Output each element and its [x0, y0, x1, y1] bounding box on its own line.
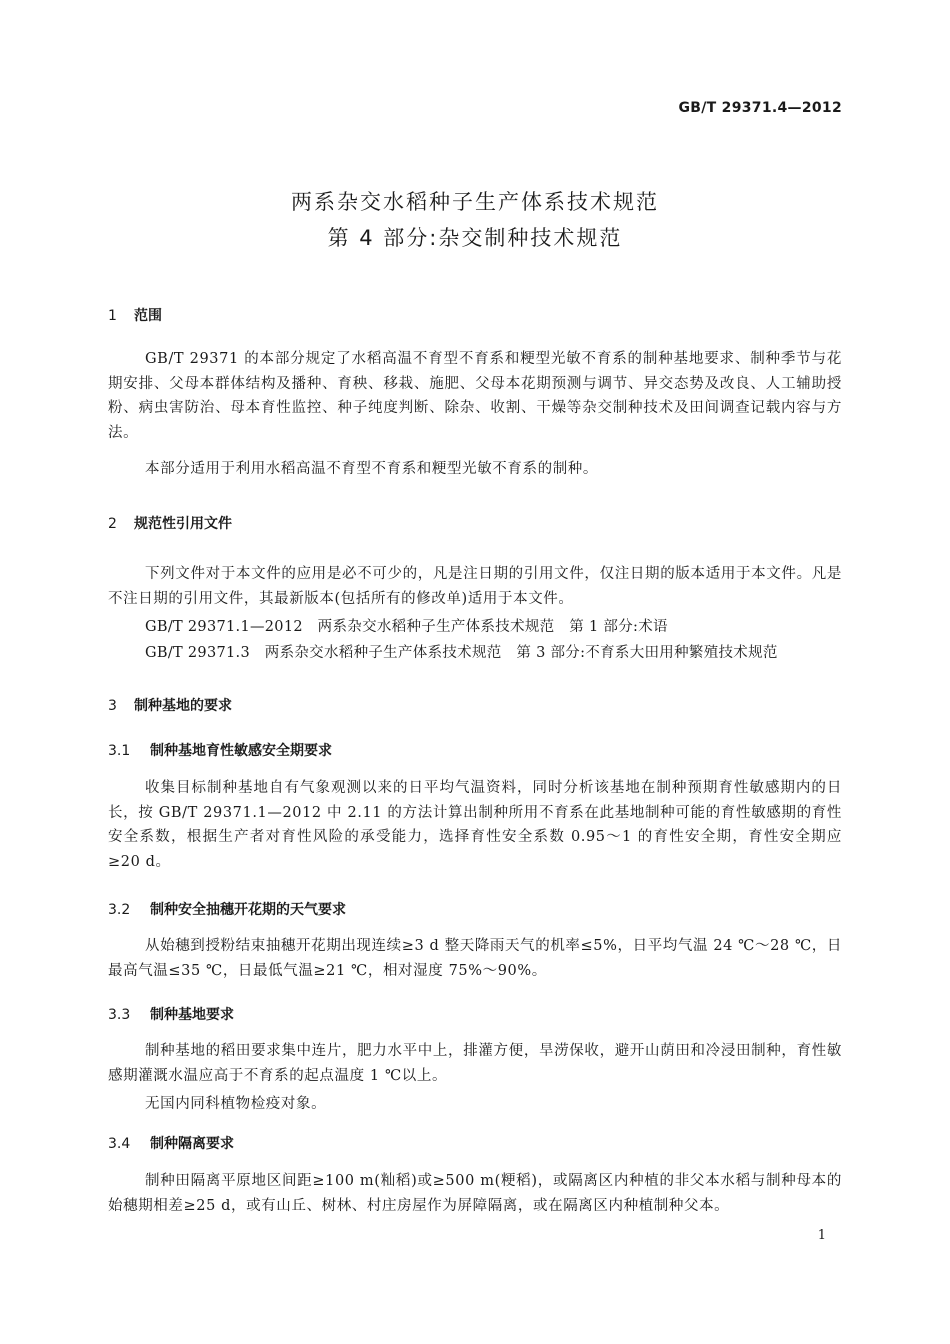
- subsection-number: 3.2: [108, 902, 131, 918]
- scope-paragraph: GB/T 29371 的本部分规定了水稻高温不育型不育系和粳型光敏不育系的制种基地要求、制种季节与花期安排、父母本群体结构及播种、育秧、移栽、施肥、父母本花期预测与调节、异交态势及改良、人工辅助授粉、病虫害防治、母本育性监控、种子纯度判断、除杂、收割、干燥等杂交制种技术及田间调查记载内容与方法。: [108, 351, 842, 441]
- subsection-number: 3.3: [108, 1007, 131, 1023]
- section-heading-normative-references: [108, 513, 232, 533]
- subsection-title: 制种基地育性敏感安全期要求: [150, 743, 332, 759]
- subsection-title: 制种隔离要求: [150, 1136, 234, 1152]
- subsection-3-1-paragraph: 收集目标制种基地自有气象观测以来的日平均气温资料，同时分析该基地在制种预期育性敏感期内的日长，按 GB/T 29371.1—2012 中 2.11 的方法计算出制种所用不育系在此基地制种可能的育性敏感期的育性安全系数，根据生产者对育性风险的承受能力，选择育性安全系数 0.95～1 的育性安全期，育性安全期应≥20 d。: [108, 780, 842, 870]
- subsection-title: 制种安全抽穗开花期的天气要求: [150, 902, 346, 918]
- subsection-3-3-quarantine-paragraph: 无国内同科植物检疫对象。: [145, 1096, 327, 1112]
- subsection-heading-3-4: [108, 1133, 234, 1153]
- references-intro-paragraph: 下列文件对于本文件的应用是必不可少的，凡是注日期的引用文件，仅注日期的版本适用于本文件。凡是不注日期的引用文件，其最新版本(包括所有的修改单)适用于本文件。: [108, 566, 842, 607]
- subsection-3-2-paragraph: 从始穗到授粉结束抽穗开花期出现连续≥3 d 整天降雨天气的机率≤5%，日平均气温 24 ℃～28 ℃，日最高气温≤35 ℃，日最低气温≥21 ℃，相对湿度 75%～90%。: [108, 938, 842, 979]
- subsection-heading-3-2: [108, 899, 346, 919]
- standard-code: GB/T 29371.4—2012: [678, 100, 842, 116]
- reference-item: GB/T 29371.3 两系杂交水稻种子生产体系技术规范 第 3 部分:不育系大田用种繁殖技术规范: [145, 645, 778, 661]
- subsection-title: 制种基地要求: [150, 1007, 234, 1023]
- section-title: 范围: [134, 308, 162, 324]
- subsection-number: 3.1: [108, 743, 131, 759]
- subsection-3-3-paragraph: 制种基地的稻田要求集中连片，肥力水平中上，排灌方便，旱涝保收，避开山荫田和冷浸田制种，育性敏感期灌溉水温应高于不育系的起点温度 1 ℃以上。: [108, 1043, 842, 1084]
- section-number: 3: [108, 698, 117, 714]
- section-number: 2: [108, 516, 117, 532]
- page-number: 1: [817, 1228, 826, 1243]
- document-subtitle: 第 4 部分:杂交制种技术规范: [327, 226, 623, 250]
- section-heading-scope: [108, 305, 162, 325]
- section-heading-base-requirements: [108, 695, 232, 715]
- subsection-number: 3.4: [108, 1136, 131, 1152]
- subsection-heading-3-1: [108, 740, 332, 760]
- section-title: 制种基地的要求: [134, 698, 232, 714]
- subsection-heading-3-3: [108, 1004, 234, 1024]
- reference-item: GB/T 29371.1—2012 两系杂交水稻种子生产体系技术规范 第 1 部分:术语: [145, 619, 668, 635]
- subsection-3-4-paragraph: 制种田隔离平原地区间距≥100 m(籼稻)或≥500 m(粳稻)，或隔离区内种植的非父本水稻与制种母本的始穗期相差≥25 d，或有山丘、树林、村庄房屋作为屏障隔离，或在隔离区内种植制种父本。: [108, 1173, 842, 1214]
- section-number: 1: [108, 308, 117, 324]
- document-title: 两系杂交水稻种子生产体系技术规范: [291, 190, 659, 214]
- scope-applicability-paragraph: 本部分适用于利用水稻高温不育型不育系和粳型光敏不育系的制种。: [145, 461, 598, 477]
- section-title: 规范性引用文件: [134, 516, 232, 532]
